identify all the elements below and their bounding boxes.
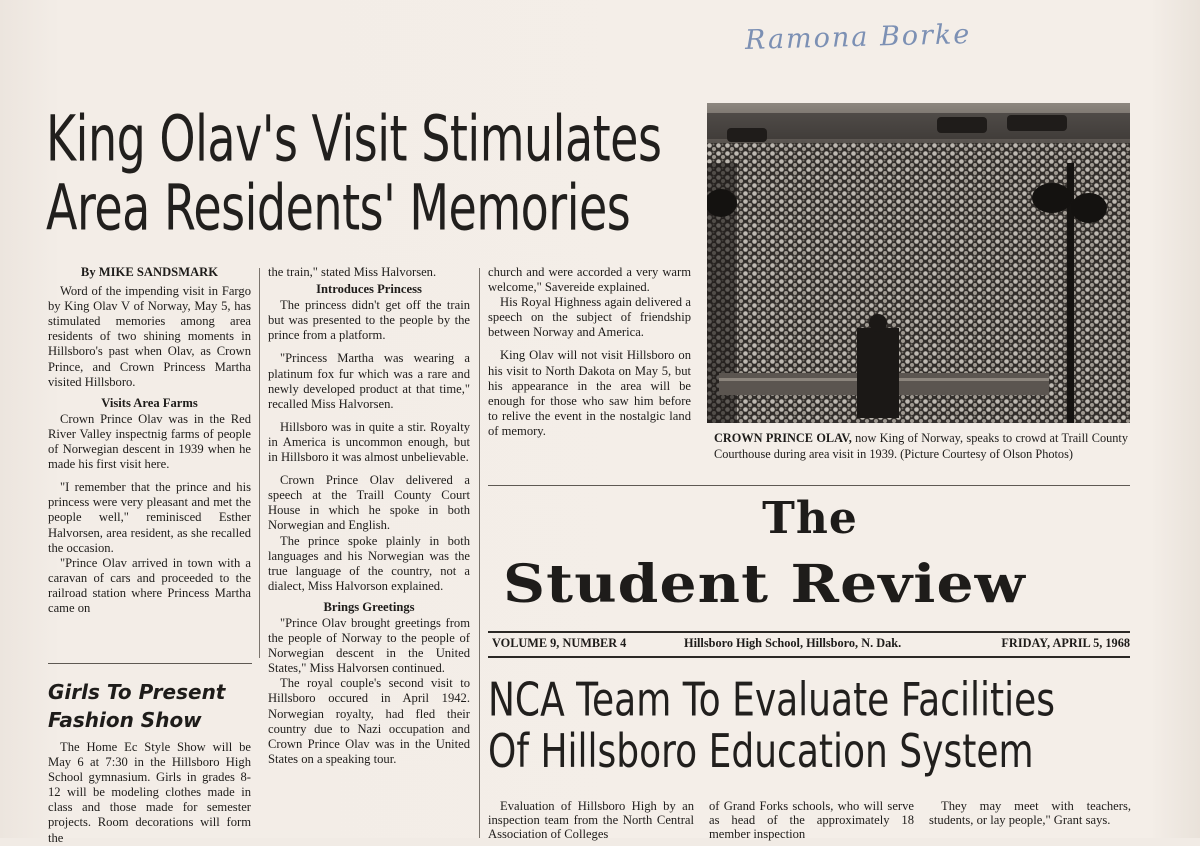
girls-story-column	[48, 740, 251, 846]
lead-story-column-1	[48, 265, 251, 616]
paragraph: They may meet with teachers, students, or lay people," Grant says.	[929, 799, 1131, 827]
column-rule	[259, 268, 260, 658]
nca-story-column-2	[709, 799, 914, 841]
caption-text: now King of Norway, speaks to crowd at Traill County Courthouse during area visit in 1939. (Picture Courtesy of Olson Photos)	[714, 431, 1128, 461]
paragraph: The princess didn't get off the train but was presented to the people by the prince from a platform.	[268, 298, 470, 343]
section-rule	[48, 663, 252, 664]
crowd-photo	[707, 103, 1130, 423]
paragraph: The royal couple's second visit to Hillsboro occured in April 1942. Norwegian royalty, had fled their country due to Nazi occupation and Crown Prince Olav was in the United States on a speaking tour.	[268, 676, 470, 766]
girls-headline-line2: Fashion Show	[48, 708, 202, 732]
paragraph: Crown Prince Olav delivered a speech at the Traill County Court House in which he spoke in both Norwegian and English.	[268, 473, 470, 533]
paragraph: the train," stated Miss Halvorsen.	[268, 265, 437, 279]
paragraph: of Grand Forks schools, who will serve as head of the approximately 18 member inspection	[709, 799, 914, 841]
nca-story-column-3	[929, 799, 1131, 827]
masthead-the: The	[762, 493, 858, 544]
crowd-photo-image	[707, 103, 1130, 423]
paragraph: "Prince Olav arrived in town with a caravan of cars and proceeded to the railroad station where Princess Martha came on	[48, 555, 251, 615]
lead-headline	[46, 101, 706, 245]
issue-date: FRIDAY, APRIL 5, 1968	[1001, 636, 1130, 650]
girls-headline	[48, 678, 225, 734]
subhead-visits-area-farms: Visits Area Farms	[101, 395, 198, 410]
handwritten-signature: Ramona Borke	[744, 19, 972, 56]
masthead-title: Student Review	[503, 554, 1026, 615]
masthead-rule-bottom	[488, 656, 1130, 658]
paragraph: His Royal Highness again delivered a speech on the subject of friendship between Norway and America.	[488, 295, 691, 340]
paragraph: "Princess Martha was wearing a platinum fox fur which was a rare and newly developed product at that time," recalled Miss Halvorsen.	[268, 351, 470, 411]
nca-story-column-1	[488, 799, 694, 841]
paragraph: Evaluation of Hillsboro High by an inspection team from the North Central Association of Colleges	[488, 799, 694, 841]
subhead-introduces-princess: Introduces Princess	[316, 282, 422, 297]
nca-headline	[488, 676, 1148, 778]
paragraph: The Home Ec Style Show will be May 6 at 7:30 in the Hillsboro High School gymnasium. Girls in grades 8-12 will be modeling clothes made in class and those made for semester projects. Room decorations will form the	[48, 740, 251, 845]
paragraph: King Olav will not visit Hillsboro on his visit to North Dakota on May 5, but his appearance in the area will be enough for those who saw him before to relive the event in the nostalgic land of memory.	[488, 348, 691, 438]
paragraph: Crown Prince Olav was in the Red River Valley inspectnig farms of people of Norwegian descent in 1939 when he made his first visit here.	[48, 411, 251, 472]
school-name: Hillsboro High School, Hillsboro, N. Dak.	[684, 636, 902, 650]
paragraph: "I remember that the prince and his princess were very pleasant and met the people well," reminisced Esther Halvorsen, area resident, as she recalled the occasion.	[48, 480, 251, 555]
lead-story-column-3	[488, 265, 691, 439]
lead-headline-line2: Area Residents' Memories	[46, 170, 631, 245]
section-rule	[488, 485, 1130, 486]
photo-caption	[714, 430, 1128, 462]
byline: By MIKE SANDSMARK	[80, 265, 219, 279]
lead-headline-line1: King Olav's Visit Stimulates	[46, 101, 662, 176]
column-rule	[479, 268, 480, 838]
masthead-rule-top	[488, 631, 1130, 633]
paragraph: church and were accorded a very warm welcome," Savereide explained.	[488, 265, 691, 295]
paragraph: "Prince Olav brought greetings from the people of Norway to the people of Norwegian descent in the United States," Miss Halvorsen continued.	[268, 615, 470, 676]
girls-headline-line1: Girls To Present	[48, 680, 226, 704]
caption-lead: CROWN PRINCE OLAV,	[714, 431, 852, 445]
paragraph: Hillsboro was in quite a stir. Royalty in America is uncommon enough, but in Hillsboro it was almost unbelievable.	[268, 419, 470, 465]
volume-number: VOLUME 9, NUMBER 4	[492, 636, 627, 650]
paragraph: Word of the impending visit in Fargo by King Olav V of Norway, May 5, has stimulated memories among area residents of two shining moments in Hillsboro's past when Olav, as Crown Prince, and Crown Princess Martha visited Hillsboro.	[48, 284, 251, 389]
nca-headline-line1: NCA Team To Evaluate Facilities	[488, 674, 1056, 728]
lead-story-column-2	[268, 265, 470, 767]
subhead-brings-greetings: Brings Greetings	[323, 599, 415, 614]
paragraph: The prince spoke plainly in both languages and his Norwegian was the true language of the country, not a dialect, Miss Halvorson explained.	[268, 533, 470, 593]
nca-headline-line2: Of Hillsboro Education System	[488, 725, 1034, 779]
